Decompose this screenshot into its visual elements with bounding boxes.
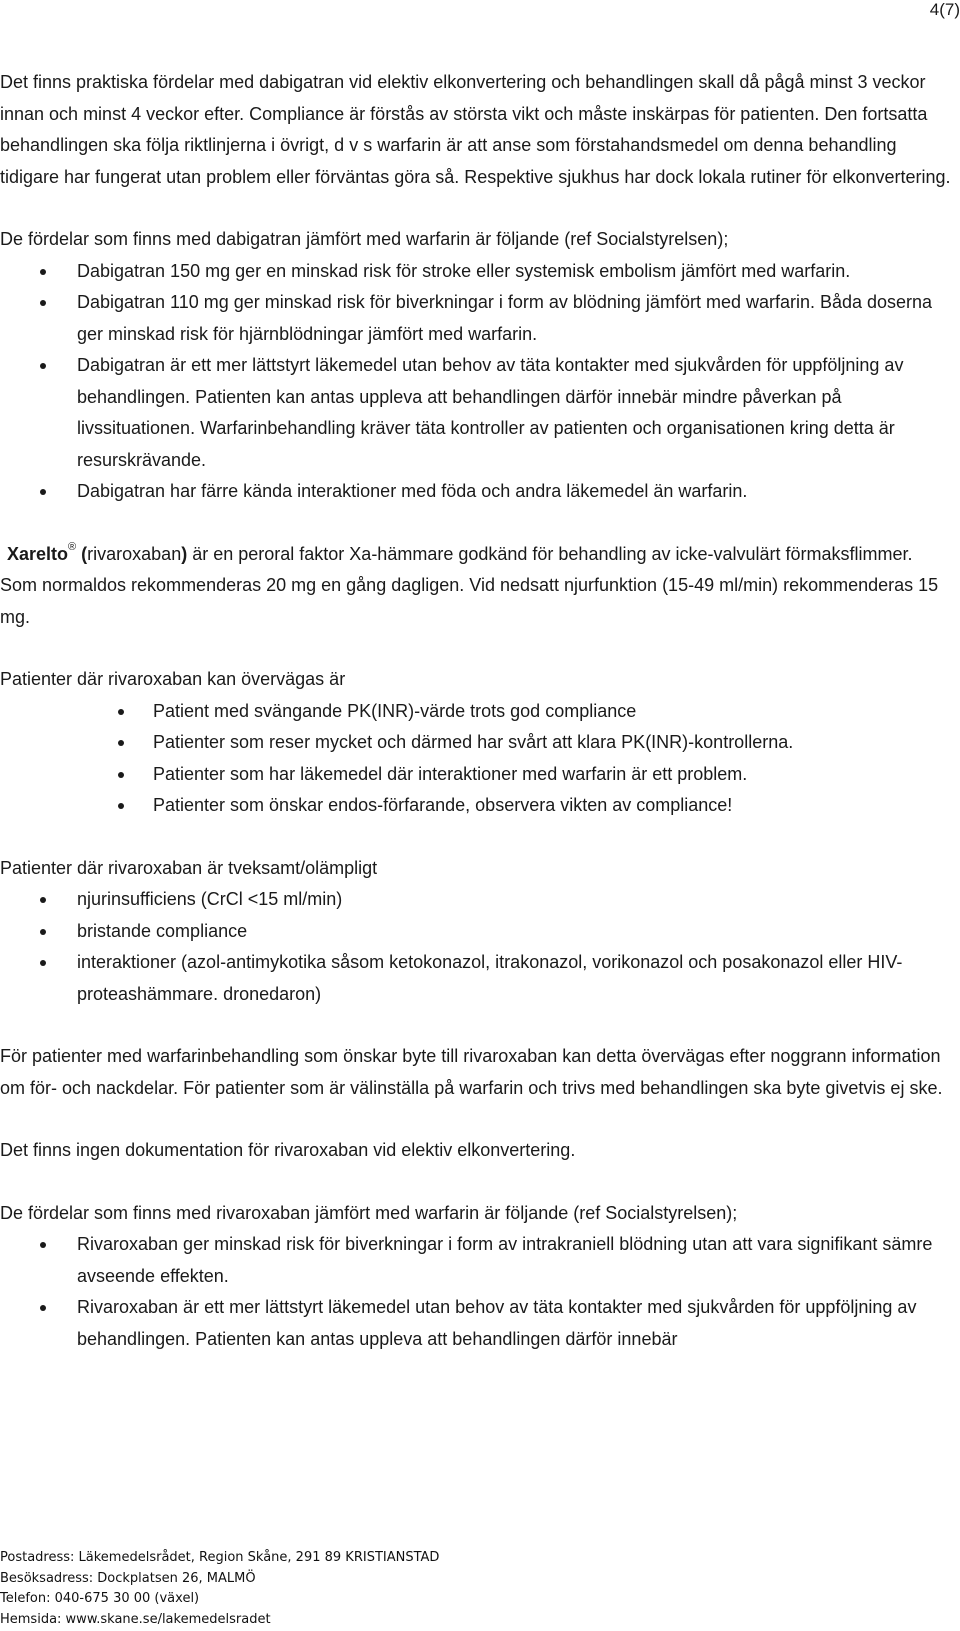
doubtful-list <box>0 884 960 1010</box>
document-body <box>0 67 960 1355</box>
xarelto-generic: rivaroxaban <box>87 543 182 564</box>
page-number: 4(7) <box>929 0 960 19</box>
dabigatran-advantages-intro: De fördelar som finns med dabigatran jämfört med warfarin är följande (ref Socialstyrelsen); <box>0 229 729 249</box>
list-item: Dabigatran 150 mg ger en minskad risk för stroke eller systemisk embolism jämfört med warfarin. <box>0 256 960 288</box>
dabigatran-advantages-list <box>0 256 960 508</box>
no-documentation-paragraph: Det finns ingen dokumentation för rivaroxaban vid elektiv elkonvertering. <box>0 1140 576 1160</box>
footer-visit-address: Besöksadress: Dockplatsen 26, MALMÖ <box>0 1570 256 1586</box>
list-item: njurinsufficiens (CrCl <15 ml/min) <box>0 884 960 916</box>
xarelto-name: Xarelto <box>7 543 69 564</box>
paren-close: ) <box>181 543 188 564</box>
registered-mark: ® <box>68 540 77 553</box>
list-item: Rivaroxaban är ett mer lättstyrt läkemedel utan behov av täta kontakter med sjukvården för uppföljning av behandlingen. Patienten kan antas uppleva att behandlingen därför innebär <box>0 1292 960 1355</box>
xarelto-paragraph <box>0 539 960 571</box>
footer <box>0 1548 439 1630</box>
elkonvertering-paragraph: Det finns praktiska fördelar med dabigatran vid elektiv elkonvertering och behandlingen skall då pågå minst 3 veckor innan och minst 4 veckor efter. Compliance är förstås av största vikt och måste inskärpas för patienten. Den fortsatta behandlingen ska följa riktlinjerna i övrigt, d v s warfarin är att anse som förstahandsmedel om denna behandling tidigare har fungerat utan problem eller förväntas göra så. Respektive sjukhus har dock lokala rutiner för elkonvertering. <box>0 72 951 187</box>
consider-list <box>0 696 960 822</box>
dose-paragraph: Som normaldos rekommenderas 20 mg en gång dagligen. Vid nedsatt njurfunktion (15-49 ml/min) rekommenderas 15 mg. <box>0 575 939 627</box>
list-item: bristande compliance <box>0 916 960 948</box>
list-item: Patienter som önskar endos-förfarande, observera vikten av compliance! <box>0 790 960 822</box>
paren-open: ( <box>81 543 88 564</box>
list-item: interaktioner (azol-antimykotika såsom ketokonazol, itrakonazol, vorikonazol och posakonazol eller HIV-proteashämmare. dronedaron) <box>0 947 960 1010</box>
consider-intro: Patienter där rivaroxaban kan övervägas är <box>0 669 346 689</box>
list-item: Dabigatran är ett mer lättstyrt läkemedel utan behov av täta kontakter med sjukvården för uppföljning av behandlingen. Patienten kan antas uppleva att behandlingen därför innebär mindre påverkan på livssituationen. Warfarinbehandling kräver täta kontroller av patienten och organisationen kring detta är resurskrävande. <box>0 350 960 476</box>
list-item: Patienter som reser mycket och därmed har svårt att klara PK(INR)-kontrollerna. <box>0 727 960 759</box>
switch-paragraph: För patienter med warfarinbehandling som önskar byte till rivaroxaban kan detta övervägas efter noggrann information om för- och nackdelar. För patienter som är välinställa på warfarin och trivs med behandlingen ska byte givetvis ej ske. <box>0 1046 943 1098</box>
rivaroxaban-advantages-intro: De fördelar som finns med rivaroxaban jämfört med warfarin är följande (ref Socialstyrelsen); <box>0 1202 738 1223</box>
list-item: Dabigatran har färre kända interaktioner med föda och andra läkemedel än warfarin. <box>0 476 960 508</box>
rivaroxaban-advantages-list <box>0 1229 960 1355</box>
footer-website: Hemsida: www.skane.se/lakemedelsradet <box>0 1611 271 1627</box>
list-item: Dabigatran 110 mg ger minskad risk för biverkningar i form av blödning jämfört med warfarin. Båda doserna ger minskad risk för hjärnblödningar jämfört med warfarin. <box>0 287 960 350</box>
footer-phone: Telefon: 040-675 30 00 (växel) <box>0 1591 200 1606</box>
doubtful-intro: Patienter där rivaroxaban är tveksamt/olämpligt <box>0 857 378 878</box>
footer-postal-address: Postadress: Läkemedelsrådet, Region Skåne, 291 89 KRISTIANSTAD <box>0 1550 440 1565</box>
list-item: Patient med svängande PK(INR)-värde trots god compliance <box>0 696 960 728</box>
list-item: Patienter som har läkemedel där interaktioner med warfarin är ett problem. <box>0 759 960 791</box>
list-item: Rivaroxaban ger minskad risk för biverkningar i form av intrakraniell blödning utan att vara signifikant sämre avseende effekten. <box>0 1229 960 1292</box>
xarelto-description: är en peroral faktor Xa-hämmare godkänd för behandling av icke-valvulärt förmaksflimmer. <box>187 543 913 564</box>
